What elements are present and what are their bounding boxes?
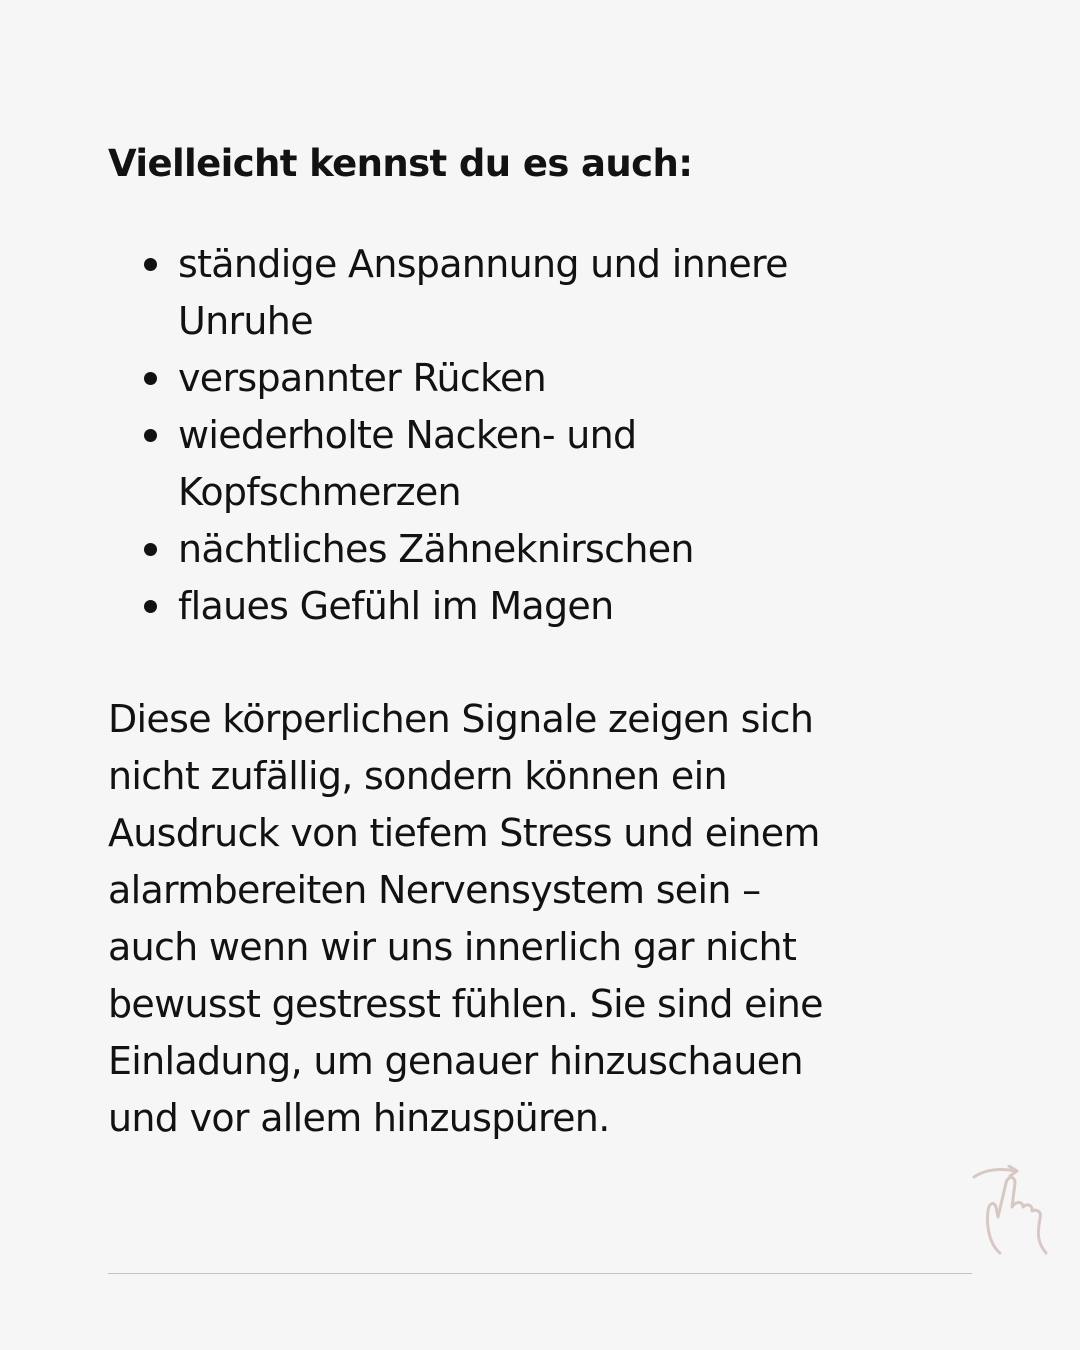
list-item-text: nächtliches Zähneknirschen xyxy=(178,527,694,571)
body-line: Diese körperlichen Signale zeigen sich xyxy=(108,697,814,741)
bullet-icon xyxy=(144,543,157,556)
body-line: auch wenn wir uns innerlich gar nicht xyxy=(108,925,797,969)
body-line: Einladung, um genauer hinzuschauen xyxy=(108,1039,803,1083)
list-item xyxy=(108,407,908,521)
swipe-hand-icon[interactable] xyxy=(970,1165,1052,1265)
heading: Vielleicht kennst du es auch: xyxy=(108,142,693,185)
list-item-text: ständige Anspannung und innere xyxy=(178,242,788,286)
body-line: Ausdruck von tiefem Stress und einem xyxy=(108,811,820,855)
bullet-icon xyxy=(144,258,157,271)
body-line: nicht zufällig, sondern können ein xyxy=(108,754,727,798)
body-line: alarmbereiten Nervensystem sein – xyxy=(108,868,761,912)
body-line: und vor allem hinzuspüren. xyxy=(108,1096,610,1140)
bullet-icon xyxy=(144,372,157,385)
list-item-text: verspannter Rücken xyxy=(178,356,547,400)
list-item-text: wiederholte Nacken- und xyxy=(178,413,637,457)
list-item xyxy=(108,521,908,578)
list-item-text: Unruhe xyxy=(178,299,313,343)
bullet-icon xyxy=(144,600,157,613)
list-item-text: Kopfschmerzen xyxy=(178,470,461,514)
divider xyxy=(108,1273,972,1274)
body-line: bewusst gestresst fühlen. Sie sind eine xyxy=(108,982,823,1026)
bullet-icon xyxy=(144,429,157,442)
list-item-text: flaues Gefühl im Magen xyxy=(178,584,614,628)
symptom-list xyxy=(108,236,908,635)
body-paragraph xyxy=(108,691,908,1147)
list-item xyxy=(108,350,908,407)
post-content xyxy=(108,138,908,1147)
list-item xyxy=(108,578,908,635)
list-item xyxy=(108,236,908,350)
